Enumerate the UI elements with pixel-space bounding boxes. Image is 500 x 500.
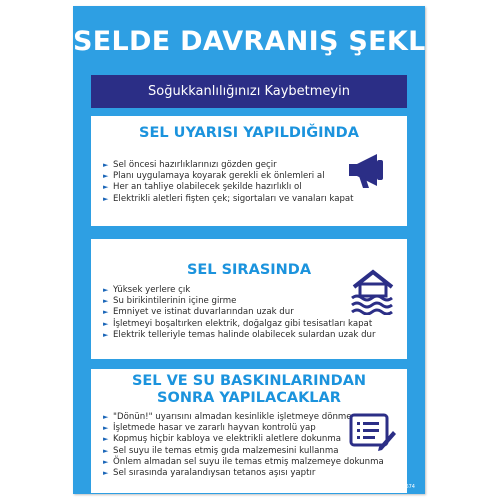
- poster-title: SELDE DAVRANIŞ ŞEKLİ: [73, 26, 436, 57]
- list-item: ► Her an tahliye olabilecek şekilde hazırlıklı ol: [103, 182, 302, 193]
- section-during-flood: [91, 239, 407, 359]
- list-item: ► "Dönün!" uyarısını almadan kesinlikle işletmeye dönme: [103, 412, 352, 422]
- flood-safety-poster: [73, 6, 436, 494]
- product-code: U07674: [395, 484, 415, 490]
- list-item: ► Kopmuş hiçbir kabloya ve elektrikli aletlere dokunma: [103, 434, 342, 445]
- subtitle-text: Soğukkanlılığınızı Kaybetmeyin: [148, 84, 350, 99]
- section-heading-line1: SEL VE SU BASKINLARINDAN: [131, 373, 367, 389]
- item-list: [103, 160, 354, 205]
- list-item: ► İşletmeyi boşaltırken elektrik, doğalgaz gibi tesisatları kapat: [103, 318, 373, 329]
- section-heading: SEL UYARISI YAPILDIĞINDA: [139, 125, 359, 141]
- checklist-icon: [349, 411, 397, 453]
- list-item: ► Sel sırasında yaralandıysan tetanos aşısı yaptır: [103, 468, 316, 479]
- megaphone-icon: [347, 152, 395, 190]
- section-heading-line2: SONRA YAPILACAKLAR: [157, 390, 341, 406]
- list-item: ► Sel suyu ile temas etmiş gıda malzemesini kullanma: [103, 445, 339, 456]
- item-list: [103, 285, 376, 341]
- list-item: ► Yüksek yerlere çık: [103, 285, 191, 295]
- list-item: ► Su birikintilerinin içine girme: [103, 296, 237, 307]
- list-item: ► Planı uygulamaya koyarak gerekli ek önlemleri al: [103, 171, 325, 182]
- list-item: ► Elektrikli aletleri fişten çek; sigortaları ve vanaları kapat: [103, 193, 354, 204]
- section-heading: SEL SIRASINDA: [186, 262, 312, 278]
- item-list: [103, 412, 384, 479]
- section-flood-warning: [91, 116, 407, 226]
- flooded-house-icon: [349, 267, 397, 315]
- list-item: ► Önlem almadan sel suyu ile temas etmiş malzemeye dokunma: [103, 456, 384, 467]
- list-item: ► İşletmede hasar ve zararlı hayvan kontrolü yap: [103, 423, 316, 434]
- list-item: ► Elektrik telleriyle temas halinde olabilecek sulardan uzak dur: [103, 329, 376, 340]
- list-item: ► Emniyet ve istinat duvarlarından uzak dur: [103, 307, 294, 318]
- list-item: ► Sel öncesi hazırlıklarınızı gözden geçir: [103, 160, 277, 170]
- subtitle-bar: [91, 75, 407, 108]
- section-after-flood: [91, 369, 407, 493]
